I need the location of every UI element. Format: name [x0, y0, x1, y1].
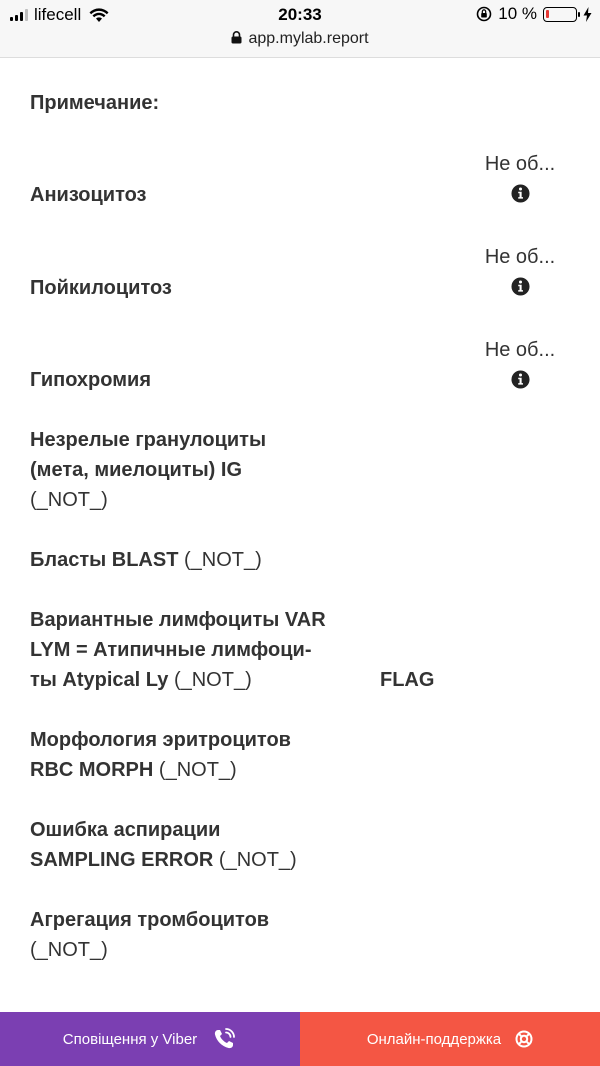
item-line: RBC MORPH: [30, 759, 154, 781]
viber-button-label: Сповіщення у Viber: [62, 1030, 198, 1048]
item-not-value: (_NOT_): [30, 939, 108, 961]
analysis-item: [30, 905, 350, 965]
flag-row-label: Гипохромия: [30, 369, 151, 391]
charging-bolt-icon: [583, 7, 592, 22]
carrier-name: lifecell: [34, 5, 82, 24]
flag-row-label: Анизоцитоз: [30, 184, 147, 206]
phone-call-icon: [211, 1026, 237, 1052]
item-line: Ошибка аспирации: [30, 819, 221, 841]
bottom-bar: [0, 1012, 600, 1066]
item-line: SAMPLING ERROR: [30, 849, 214, 871]
item-line: Незрелые гранулоциты: [30, 429, 267, 451]
item-not-value: (_NOT_): [218, 849, 297, 871]
item-line: LYM = Атипичные лимфоци-: [30, 639, 312, 661]
lifebuoy-icon: [515, 1030, 533, 1048]
analysis-item: [30, 815, 350, 875]
item-not-value: (_NOT_): [158, 759, 237, 781]
battery-percent: 10 %: [498, 4, 537, 23]
flag-row-status: [480, 245, 560, 296]
battery-icon: [543, 7, 577, 22]
lock-icon: [231, 31, 242, 44]
item-line: Бласты BLAST: [30, 549, 179, 571]
flag-row-status: [480, 152, 560, 203]
clock: 20:33: [278, 5, 322, 24]
item-line: (мета, миелоциты) IG: [30, 459, 243, 481]
online-support-button[interactable]: [300, 1012, 600, 1066]
flag-row-status: [480, 338, 560, 389]
item-line: ты Atypical Ly: [30, 669, 169, 691]
status-text: Не об...: [484, 153, 556, 175]
url-text: app.mylab.report: [248, 30, 369, 47]
orientation-lock-icon: [476, 6, 492, 22]
status-bar: [0, 0, 600, 58]
status-text: Не об...: [484, 339, 556, 361]
item-line: Агрегация тромбоцитов: [30, 909, 270, 931]
support-button-label: Онлайн-поддержка: [366, 1030, 502, 1048]
analysis-item: [30, 425, 350, 515]
flag-value: FLAG: [380, 669, 435, 691]
info-icon[interactable]: [511, 370, 530, 389]
item-not-value: (_NOT_): [183, 549, 262, 571]
info-icon[interactable]: [511, 277, 530, 296]
analysis-item: [30, 545, 350, 575]
flag-row-label: Пойкилоцитоз: [30, 277, 172, 299]
analysis-item: [30, 605, 350, 695]
item-not-value: (_NOT_): [30, 489, 108, 511]
item-not-value: (_NOT_): [173, 669, 252, 691]
status-text: Не об...: [484, 246, 556, 268]
battery-group: [476, 4, 592, 24]
analysis-item: [30, 725, 350, 785]
info-icon[interactable]: [511, 184, 530, 203]
viber-notifications-button[interactable]: [0, 1012, 300, 1066]
note-label: Примечание:: [30, 92, 160, 114]
item-line: Морфология эритроцитов: [30, 729, 291, 751]
address-bar[interactable]: [0, 30, 600, 48]
item-line: Вариантные лимфоциты VAR: [30, 609, 326, 631]
